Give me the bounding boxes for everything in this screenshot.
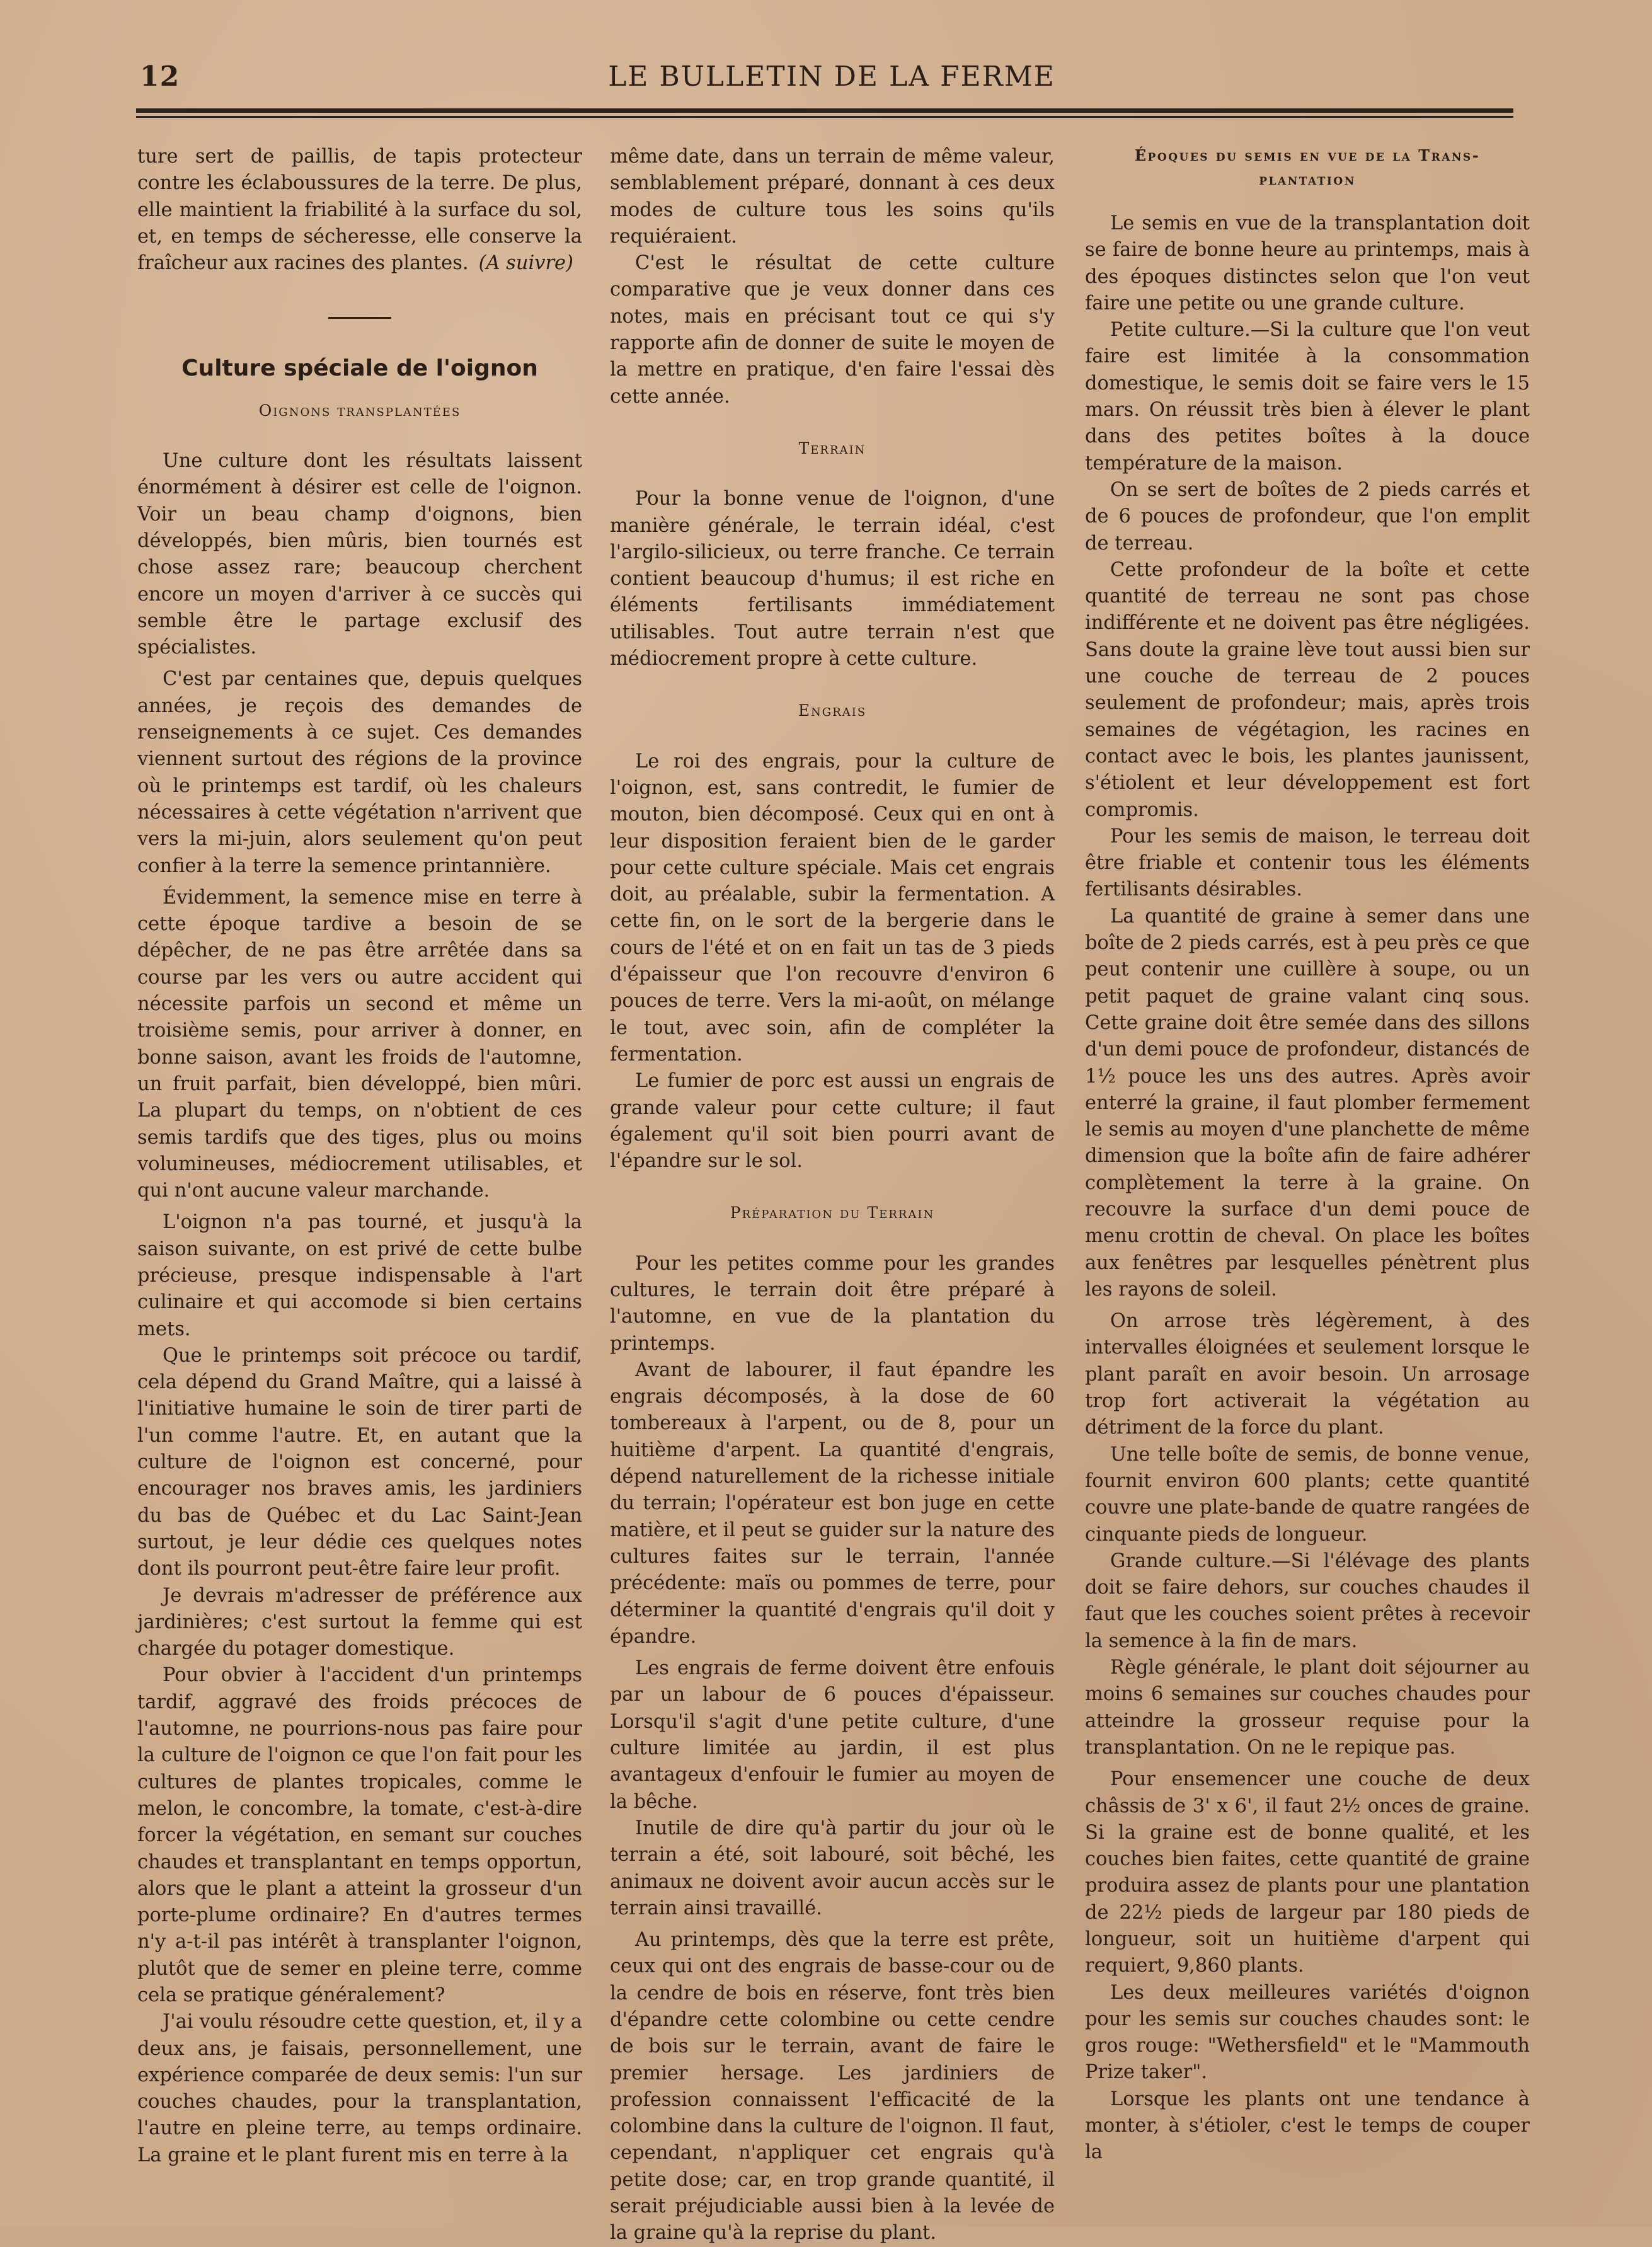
paragraph: Grande culture.—Si l'élévage des plants doit se faire dehors, sur couches chaudes il faut que les couches soient prêtes à recevoir la semence à la fin de mars. — [1085, 1549, 1530, 1652]
paragraph: Cette profondeur de la boîte et cette quantité de terreau ne sont pas chose indifférente et ne doivent pas être négligées. Sans doute la graine lève tout aussi bien sur une couche de terreau de 2 pouces seulement de profondeur; mais, après trois semaines de végétagion, les racines en contact avec le bois, les plantes jaunissent, s'étiolent et leur développement est fort compromis. — [1085, 558, 1530, 821]
page-number: 12 — [140, 60, 180, 93]
paragraph: Le roi des engrais, pour la culture de l'oignon, est, sans contredit, le fumier de mouton, bien décomposé. Ceux qui en ont à leur disposition feraient bien de le garder pour cette culture spéciale. Mais cet engrais doit, au préalable, subir la fermentation. A cette fin, on le sort de la bergerie dans le cours de l'été et on en fait un tas de 3 pieds d'épaisseur que l'on recouvre d'environ 6 pouces de terre. Vers la mi-août, on mélange le tout, avec soin, afin de compléter la fermentation. — [610, 750, 1055, 1066]
section-heading-preparation: Préparation du Terrain — [730, 1204, 935, 1222]
paragraph: Pour ensemencer une couche de deux châssis de 3' x 6', il faut 2½ onces de graine. Si la graine est de bonne qualité, et les couches bien faites, cette quantité de graine produira assez de plants pour une plantation de 22½ pieds de largeur par 180 pieds de longueur, soit un huitième d'arpent qui requiert, 9,860 plants. — [1085, 1768, 1530, 1977]
paragraph: Le semis en vue de la transplantation doit se faire de bonne heure au printemps, mais à des époques distinctes selon que l'on veut faire une petite ou une grande culture. — [1085, 212, 1530, 314]
paragraph: Une telle boîte de semis, de bonne venue, fournit environ 600 plants; cette quantité couvre une plate-bande de quatre rangées de cinquante pieds de longueur. — [1085, 1443, 1530, 1546]
paragraph: Règle générale, le plant doit séjourner au moins 6 semaines sur couches chaudes pour atteindre la grosseur requise pour la transplantation. On ne le repique pas. — [1085, 1657, 1530, 1759]
paragraph: La quantité de graine à semer dans une boîte de 2 pieds carrés, est à peu près ce que peut contenir une cuillère à soupe, ou un petit paquet de graine valant cinq sous. Cette graine doit être semée dans des sillons d'un demi pouce de profondeur, distancés de 1½ pouce les uns des autres. Après avoir enterré la graine, il faut plomber fermement le semis au moyen d'une planchette de même dimension que la boîte afin de faire adhérer complètement la terre à la graine. On recouvre la surface d'un demi pouce de menu crottin de cheval. On place les boîtes aux fenêtres par lesquelles pénètrent plus les rayons de soleil. — [1085, 905, 1530, 1301]
article-title: Culture spéciale de l'oignon — [181, 355, 538, 382]
paragraph: Pour obvier à l'accident d'un printemps tardif, aggravé des froids précoces de l'automne, ne pourrions-nous pas faire pour la culture de l'oignon ce que l'on fait pour les cultures de plantes tropicales, comme le melon, le concombre, la tomate, c'est-à-dire forcer la végétation, en semant sur couches chaudes et transplantant en temps opportun, alors que le plant a atteint la grosseur d'un porte-plume ordinaire? En d'autres termes n'y a-t-il pas intérêt à transplanter l'oignon, plutôt que de semer en pleine terre, comme cela se pratique généralement? — [137, 1664, 582, 2006]
paragraph: même date, dans un terrain de même valeur, semblablement préparé, donnant à ces deux modes de culture tous les soins qu'ils requiéraient. — [610, 146, 1055, 248]
paragraph: Petite culture.—Si la culture que l'on veut faire est limitée à la consommation domestique, le semis doit se faire vers le 15 mars. On réussit très bien à élever le plant dans des petites boîtes à la douce température de la maison. — [1085, 319, 1530, 474]
paragraph: On arrose très légèrement, à des intervalles éloignées et seulement lorsque le plant paraît en avoir besoin. Un arrosage trop fort activerait la végétation au détriment de la force du plant. — [1085, 1310, 1530, 1439]
paragraph: Une culture dont les résultats laissent énormément à désirer est celle de l'oignon. Voir un beau champ d'oignons, bien développés, bien mûris, bien tournés est chose assez rare; beaucoup cherchent encore un moyen d'arriver à ce succès qui semble être le partage exclusif des spécialistes. — [137, 450, 582, 659]
paragraph: J'ai voulu résoudre cette question, et, il y a deux ans, je faisais, personnellement, une expérience comparée de deux semis: l'un sur couches chaudes, pour la transplantation, l'autre en pleine terre, au temps ordinaire. La graine et le plant furent mis en terre à la — [137, 2011, 582, 2166]
paragraph: Pour la bonne venue de l'oignon, d'une manière générale, le terrain idéal, c'est l'argilo-silicieux, ou terre franche. Ce terrain contient beaucoup d'humus; il est riche en éléments fertilisants immédiatement utilisables. Tout autre terrain n'est que médiocrement propre à cette culture. — [610, 488, 1055, 670]
header-rule-thin — [136, 116, 1513, 118]
column-3 — [1085, 144, 1530, 2164]
section-divider — [328, 317, 391, 319]
paragraph: Les deux meilleures variétés d'oignon pour les semis sur couches chaudes sont: le gros rouge: "Wethersfield" et le "Mammouth Prize taker". — [1085, 1981, 1530, 2084]
column-1 — [137, 144, 582, 2166]
section-heading-terrain: Terrain — [798, 439, 866, 457]
running-title: LE BULLETIN DE LA FERME — [608, 60, 1055, 93]
paragraph: Je devrais m'adresser de préférence aux jardinières; c'est surtout la femme qui est chargée du potager domestique. — [137, 1584, 582, 1660]
section-heading-engrais: Engrais — [798, 701, 867, 720]
paragraph: Évidemment, la semence mise en terre à cette époque tardive a besoin de se dépêcher, de ne pas être arrêtée dans sa course par les vers ou autre accident qui nécessite parfois un second et même un troisième semis, pour arriver à donner, en bonne saison, avant les froids de l'automne, un fruit parfait, bien développé, bien mûri. La plupart du temps, on n'obtient de ces semis tardifs que des tiges, plus ou moins volumineuses, médiocrement utilisables, et qui n'ont aucune valeur marchande. — [137, 886, 582, 1202]
continued-paragraph: ture sert de paillis, de tapis protecteur contre les éclaboussures de la terre. De plus, elle maintient la friabilité à la surface du sol, et, en temps de sécheresse, elle conserve la fraîcheur aux racines des plantes. (A suivre) — [137, 144, 582, 277]
paragraph: C'est par centaines que, depuis quelques années, je reçois des demandes de renseignements à ce sujet. Ces demandes viennent surtout des régions de la province où le printemps est tardif, où les chaleurs nécessaires à cette végétation n'arrivent que vers la mi-juin, alors seulement qu'on peut confier à la terre la semence printannière. — [137, 668, 582, 877]
paragraph: C'est le résultat de cette culture comparative que je veux donner dans ces notes, mais en précisant tout ce qui s'y rapporte afin de donner de suite le moyen de la mettre en pratique, d'en faire l'essai dès cette année. — [610, 252, 1055, 408]
section-heading-epoques: Époques du semis en vue de la Trans- plantation — [1134, 146, 1481, 188]
paragraph: Au printemps, dès que la terre est prête, ceux qui ont des engrais de basse-cour ou de la cendre de bois en réserve, font très bien d'épandre cette colombine ou cette cendre de bois sur le terrain, avant de faire le premier hersage. Les jardiniers de profession connaissent l'efficacité de la colombine dans la culture de l'oignon. Il faut, cependant, n'appliquer cet engrais qu'à petite dose; car, en trop grande quantité, il serait préjudiciable aussi bien à la levée de la graine qu'à la reprise du plant. — [610, 1929, 1055, 2244]
header-rule — [136, 108, 1513, 113]
paragraph: Avant de labourer, il faut épandre les engrais décomposés, à la dose de 60 tombereaux à l'arpent, ou de 8, pour un huitième d'arpent. La quantité d'engrais, dépend naturellement de la richesse initiale du terrain; l'opérateur est bon juge en cette matière, et il peut se guider sur la nature des cultures faites sur le terrain, l'année précédente: maïs ou pommes de terre, pour déterminer la quantité d'engrais qu'il doit y épandre. — [610, 1359, 1055, 1648]
paragraph: L'oignon n'a pas tourné, et jusqu'à la saison suivante, on est privé de cette bulbe précieuse, presque indispensable à l'art culinaire et qui accomode si bien certains mets. — [137, 1211, 582, 1340]
paragraph: On se sert de boîtes de 2 pieds carrés et de 6 pouces de profondeur, que l'on emplit de terreau. — [1085, 478, 1530, 555]
paragraph: Que le printemps soit précoce ou tardif, cela dépend du Grand Maître, qui a laissé à l'initiative humaine le soin de tirer parti de l'un comme l'autre. Et, en autant que la culture de l'oignon est concerné, pour encourager nos braves amis, les jardiniers du bas de Québec et du Lac Saint-Jean surtout, je leur dédie ces quelques notes dont ils pourront peut-être faire leur profit. — [137, 1344, 582, 1580]
paragraph: Les engrais de ferme doivent être enfouis par un labour de 6 pouces d'épaisseur. Lorsqu'il s'agit d'une petite culture, d'une culture limitée au jardin, il est plus avantageux d'enfouir le fumier au moyen de la bêche. — [610, 1657, 1055, 1813]
paragraph: Le fumier de porc est aussi un engrais de grande valeur pour cette culture; il faut également qu'il soit bien pourri avant de l'épandre sur le sol. — [610, 1070, 1055, 1173]
paragraph: Inutile de dire qu'à partir du jour où le terrain a été, soit labouré, soit bêché, les animaux ne doivent avoir aucun accès sur le terrain ainsi travaillé. — [610, 1817, 1055, 1919]
paragraph: Lorsque les plants ont une tendance à monter, à s'étioler, c'est le temps de couper la — [1085, 2088, 1530, 2164]
to-be-continued: (A suivre) — [478, 252, 573, 275]
paragraph: Pour les petites comme pour les grandes cultures, le terrain doit être préparé à l'automne, en vue de la plantation du printemps. — [610, 1252, 1055, 1355]
paragraph: Pour les semis de maison, le terreau doit être friable et contenir tous les éléments fertilisants désirables. — [1085, 825, 1530, 901]
article-subhead: Oignons transplantées — [258, 401, 461, 420]
column-2 — [610, 144, 1055, 2244]
